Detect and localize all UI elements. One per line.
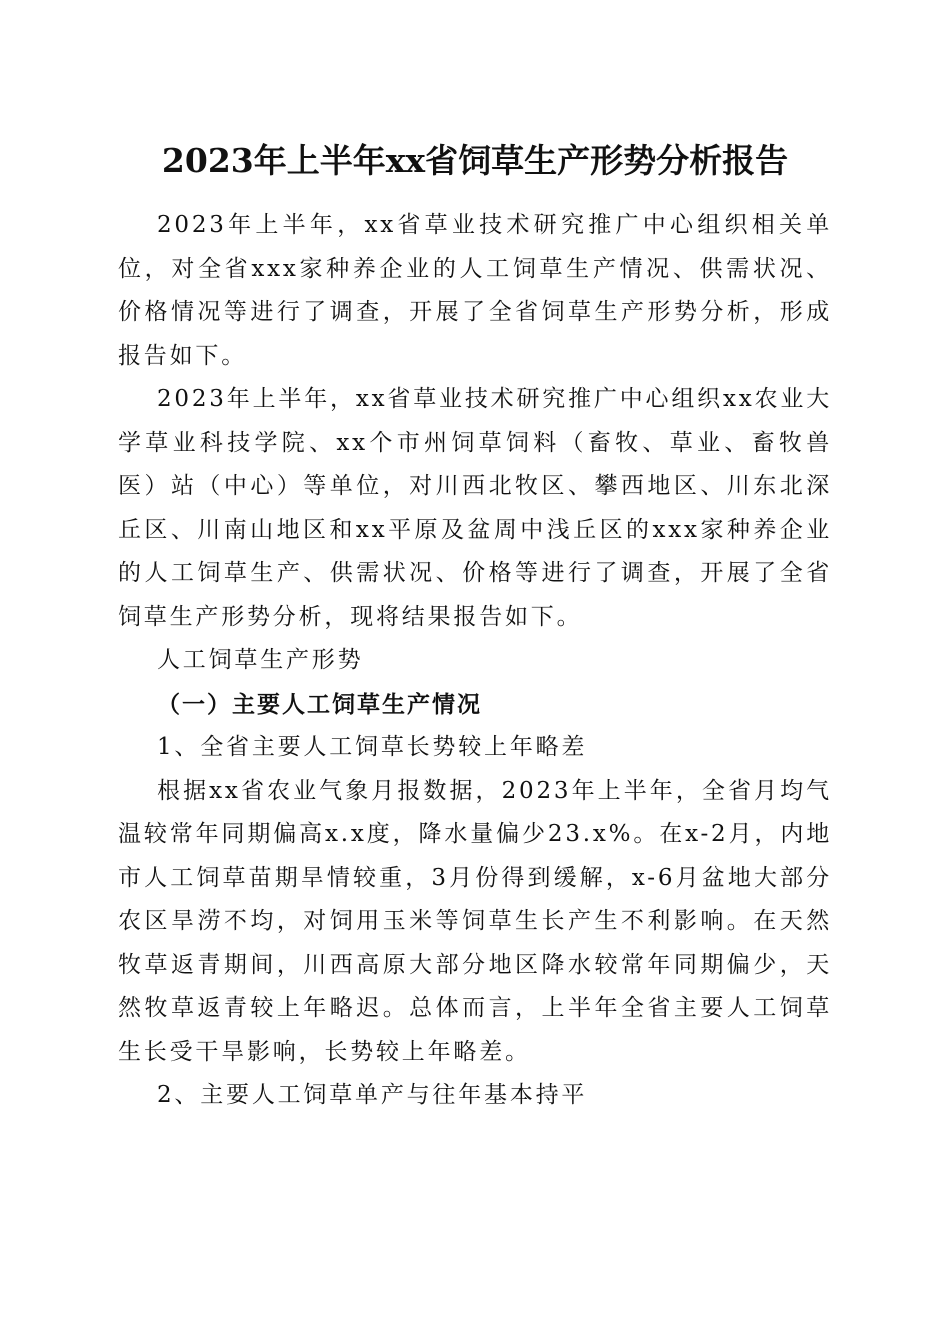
section-heading: 人工饲草生产形势	[157, 647, 364, 673]
body-paragraph-weather: 根据xx省农业气象月报数据，2023年上半年，全省月均气温较常年同期偏高x.x度，降水量偏少23.x%。在x-2月，内地市人工饲草苗期旱情较重，3月份得到缓解，x-6月盆地大部分农区旱涝不均，对饲用玉米等饲草生长产生不利影响。在天然牧草返青期间，川西高原大部分地区降水较常年同期偏少，天然牧草返青较上年略迟。总体而言，上半年全省主要人工饲草生长受干旱影响，长势较上年略差。	[118, 777, 832, 1065]
document-body	[118, 204, 832, 1118]
document-title: 2023年上半年xx省饲草生产形势分析报告	[161, 141, 789, 180]
subsection-heading: （一）主要人工饲草生产情况	[157, 690, 482, 718]
intro-paragraph-2: 2023年上半年，xx省草业技术研究推广中心组织xx农业大学草业科技学院、xx个市州饲草饲料（畜牧、草业、畜牧兽医）站（中心）等单位，对川西北牧区、攀西地区、川东北深丘区、川南山地区和xx平原及盆周中浅丘区的xxx家种养企业的人工饲草生产、供需状况、价格等进行了调查，开展了全省饲草生产形势分析，现将结果报告如下。	[118, 386, 832, 630]
item-heading-1: 1、全省主要人工饲草长势较上年略差	[157, 734, 588, 760]
item-heading-2: 2、主要人工饲草单产与往年基本持平	[157, 1082, 588, 1108]
intro-paragraph-1: 2023年上半年，xx省草业技术研究推广中心组织相关单位，对全省xxx家种养企业的人工饲草生产情况、供需状况、价格情况等进行了调查，开展了全省饲草生产形势分析，形成报告如下。	[118, 212, 832, 369]
